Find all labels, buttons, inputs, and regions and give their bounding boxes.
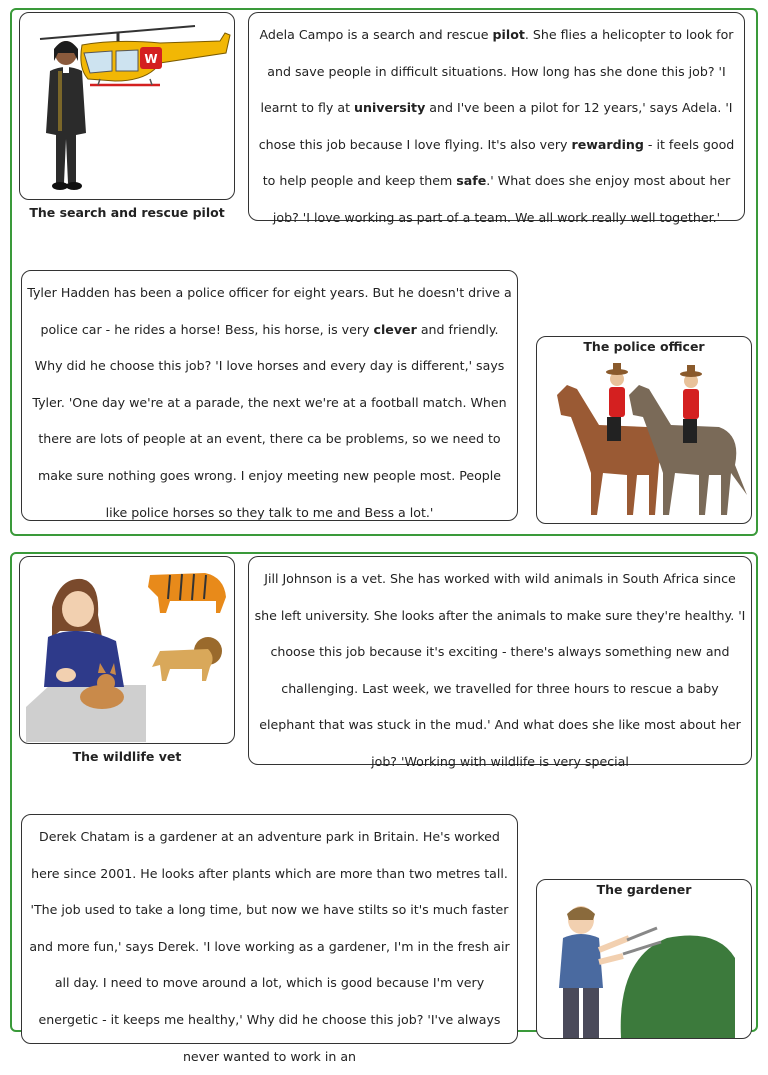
police-text-box — [21, 270, 518, 521]
gardener-text-box — [21, 814, 518, 1064]
gardener-text: Derek Chatam is a gardener at an adventure park in Britain. He's worked here since 2001. He looks after plants which are more than two metres tall. 'The job used to take a long time, but now we have stilts so it's much faster and more fun,' says Derek. 'I love working as a gardener, I'm in the fresh air all day. I need to move around a lot, which is good because I'm very energetic - it keeps me healthy,' Why did he choose this job? 'I've always never wanted to work in an — [29, 829, 510, 1064]
pilot-keyword-rewarding: rewarding — [571, 136, 644, 152]
pilot-caption: The search and rescue pilot — [29, 205, 225, 220]
pilot-text-1: Adela Campo is a search and rescue — [259, 27, 493, 42]
police-image-box — [536, 336, 752, 524]
pilot-keyword-pilot: pilot — [492, 27, 525, 42]
pilot-text-2: . She flies a helicopter to look for and save people in difficult situations. How long has she done this job? 'I learnt to fly at — [260, 27, 734, 116]
pilot-text-5: .' What does she enjoy most about her job? 'I love working as part of a team. We all work really well together.' — [272, 173, 731, 225]
gardener-caption: The gardener — [596, 882, 692, 897]
pilot-illustration — [20, 13, 233, 198]
svg-text:W: W — [144, 52, 158, 66]
pilot-text-box — [248, 12, 745, 225]
gardener-illustration — [537, 898, 750, 1038]
gardener-image-box — [536, 879, 752, 1039]
pilot-image-box — [19, 12, 235, 200]
pilot-text-3: and I've been a pilot for 12 years,' says Adela. 'I chose this job because I love flying. It's also very — [258, 100, 733, 152]
pilot-text-4: - it feels good to help people and keep them — [262, 136, 735, 189]
police-text-2: and friendly. Why did he choose this job? 'I love horses and every day is different,' says Tyler. 'One day we're at a parade, the next we're at a football match. When there are lots of people at an event, there ca be problems, so we need to make sure nothing goes wrong. I enjoy meeting new people most. People like police horses so they talk to me and Bess a lot.' — [32, 321, 507, 520]
vet-text: Jill Johnson is a vet. She has worked with wild animals in South Africa since she left university. She looks after the animals to make sure they're healthy. 'I choose this job because it's exciting - there's always something new and challenging. Last week, we travelled for three hours to rescue a baby elephant that was stuck in the mud.' And what does she like most about her job? 'Working with wildlife is very special — [254, 571, 746, 769]
vet-illustration — [20, 557, 233, 742]
vet-caption: The wildlife vet — [72, 749, 182, 764]
police-horses-illustration — [537, 355, 750, 525]
vet-image-box — [19, 556, 235, 744]
police-caption: The police officer — [583, 339, 705, 354]
pilot-keyword-safe: safe — [456, 173, 487, 189]
vet-text-box — [248, 556, 752, 769]
police-keyword-clever: clever — [373, 321, 417, 337]
pilot-keyword-university: university — [354, 100, 426, 116]
police-text-1: Tyler Hadden has been a police officer for eight years. But he doesn't drive a police car - he rides a horse! Bess, his horse, is very — [27, 285, 512, 337]
